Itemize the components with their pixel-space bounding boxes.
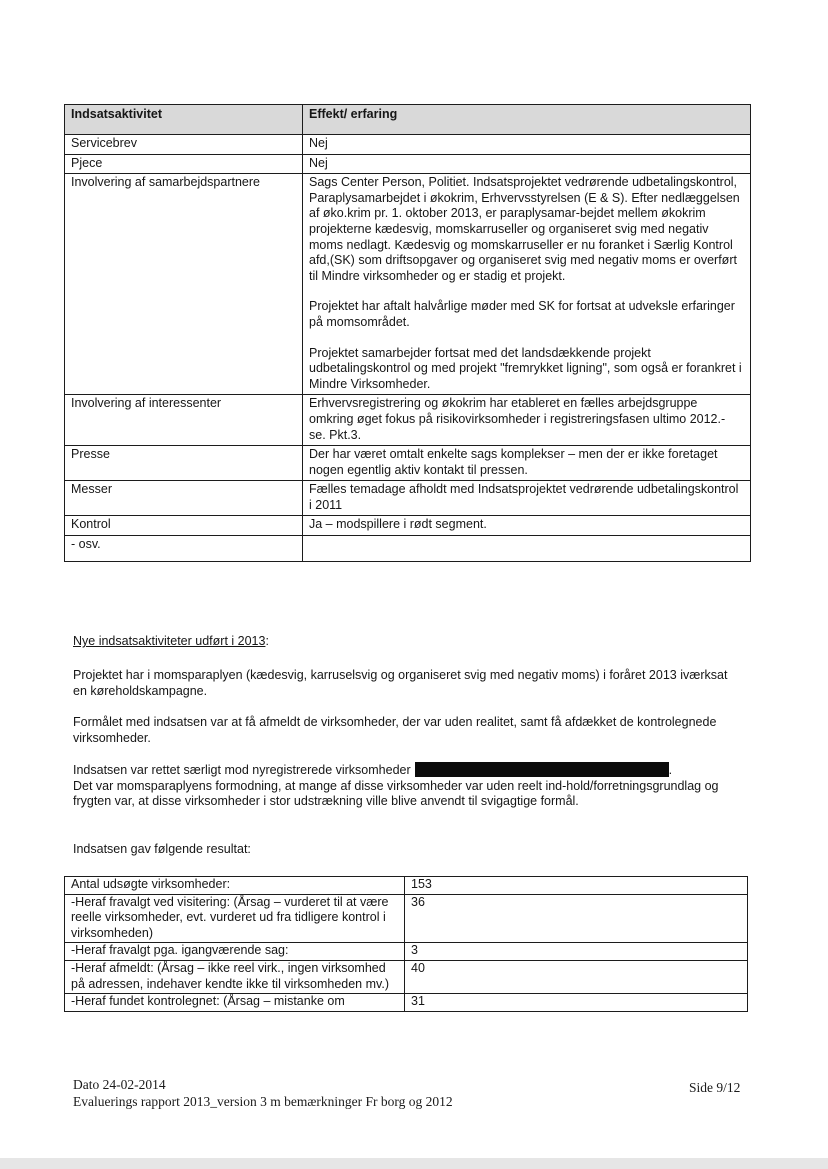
footer-date: Dato 24-02-2014 xyxy=(73,1077,166,1092)
target-lead-text: Indsatsen var rettet særligt mod nyregistrerede virksomheder xyxy=(73,763,411,777)
activity-cell: Involvering af samarbejdspartnere xyxy=(65,174,303,395)
header-effect: Effekt/ erfaring xyxy=(303,105,751,135)
effect-cell xyxy=(303,536,751,562)
section-heading-colon: : xyxy=(265,634,269,648)
effect-text: Projektet samarbejder fortsat med det landsdækkende projekt udbetalingskontrol og med projekt "fremrykket ligning", som også er forankret i Mindre Virksomheder. xyxy=(309,345,742,391)
effect-cell xyxy=(303,174,751,395)
page-bottom-edge xyxy=(0,1158,828,1169)
activity-cell: - osv. xyxy=(65,536,303,562)
activity-cell: Presse xyxy=(65,446,303,481)
activity-cell: Kontrol xyxy=(65,516,303,536)
table-row xyxy=(65,446,751,481)
activity-cell: Messer xyxy=(65,481,303,516)
table-row xyxy=(65,943,748,961)
result-label: -Heraf fravalgt ved visitering: (Årsag – vurderet til at være reelle virksomheder, evt. vurderet ud fra tidligere kontrol i virksomheden) xyxy=(65,894,405,943)
activity-table xyxy=(64,104,751,562)
effect-cell xyxy=(303,481,751,516)
activity-cell: Servicebrev xyxy=(65,135,303,155)
paragraph-campaign: Projektet har i momsparaplyen (kædesvig, karruselsvig og organiseret svig med negativ moms) i foråret 2013 iværksat en køreholdskampagne. xyxy=(73,668,728,698)
result-value: 3 xyxy=(405,943,748,961)
activity-cell: Pjece xyxy=(65,154,303,174)
result-value: 40 xyxy=(405,960,748,993)
table-row xyxy=(65,994,748,1012)
result-label: Antal udsøgte virksomheder: xyxy=(65,877,405,895)
result-label: -Heraf afmeldt: (Årsag – ikke reel virk., ingen virksomhed på adressen, indehaver kendte ikke til virksomheden mv.) xyxy=(65,960,405,993)
target-period: . xyxy=(668,763,673,777)
table-row xyxy=(65,516,751,536)
table-row xyxy=(65,877,748,895)
result-label: -Heraf fundet kontrolegnet: (Årsag – mistanke om xyxy=(65,994,405,1012)
result-label: -Heraf fravalgt pga. igangværende sag: xyxy=(65,943,405,961)
results-table xyxy=(64,876,748,1012)
effect-text: Sags Center Person, Politiet. Indsatsprojektet vedrørende udbetalingskontrol, Paraplysamarbejdet i økokrim, Erhvervsstyrelsen (E & S). Efter nedlæggelsen af øko.krim pr. 1. oktober 2013, er paraplysamar-bejdet mellem økokrim projekterne kædesvig, momskarruseller og organiseret svig med negativ moms nedlagt. Kædesvig og momskarruseller er nu foranket i Særlig Kontrol afd,(SK) som driftsopgaver og organiseret svig med negativ moms er overført til Mindre virksomheder og er stadig et projekt. xyxy=(309,175,740,283)
section-heading xyxy=(73,634,733,650)
effect-text: Fælles temadage afholdt med Indsatsprojektet vedrørende udbetalingskontrol i 2011 xyxy=(309,482,739,512)
footer-doc-title: Evaluerings rapport 2013_version 3 m bemærkninger Fr borg og 2012 xyxy=(73,1094,453,1109)
effect-text: Projektet har aftalt halvårlige møder med SK for fortsat at udveksle erfaringer på momsområdet. xyxy=(309,299,735,329)
redaction-bar xyxy=(415,762,669,777)
effect-text: Ja – modspillere i rødt segment. xyxy=(309,517,487,532)
effect-text: Nej xyxy=(309,136,328,150)
table-row xyxy=(65,481,751,516)
target-rest-text: Det var momsparaplyens formodning, at mange af disse virksomheder var uden reelt ind-hold/forretningsgrundlag og frygten var, at disse virksomheder i stor udstrækning ville blive anvendt til svigagtige formål. xyxy=(73,778,719,809)
table-row xyxy=(65,395,751,446)
table-row xyxy=(65,154,751,174)
effect-cell xyxy=(303,395,751,446)
result-value: 31 xyxy=(405,994,748,1012)
table-row xyxy=(65,960,748,993)
effect-cell xyxy=(303,446,751,481)
table-row xyxy=(65,135,751,155)
header-activity: Indsatsaktivitet xyxy=(65,105,303,135)
paragraph-result-intro: Indsatsen gav følgende resultat: xyxy=(73,842,251,856)
effect-cell xyxy=(303,154,751,174)
section-heading-text: Nye indsatsaktiviteter udført i 2013 xyxy=(73,634,266,648)
effect-text: Der har været omtalt enkelte sags komplekser – men der er ikke foretaget nogen egentlig aktiv kontakt til pressen. xyxy=(309,447,718,477)
effect-cell xyxy=(303,135,751,155)
effect-text: Nej xyxy=(309,155,328,170)
result-value: 36 xyxy=(405,894,748,943)
result-value: 153 xyxy=(405,877,748,895)
paragraph-target xyxy=(73,762,733,810)
activity-table-header xyxy=(65,105,751,135)
effect-cell xyxy=(303,516,751,536)
footer-page-number: Side 9/12 xyxy=(689,1080,741,1095)
effect-text: Erhvervsregistrering og økokrim har etableret en fælles arbejdsgruppe omkring øget fokus på risikovirksomheder i registreringsfasen ultimo 2012.- se. Pkt.3. xyxy=(309,396,726,442)
paragraph-purpose: Formålet med indsatsen var at få afmeldt de virksomheder, der var uden realitet, samt få afdækket de kontrolegnede virksomheder. xyxy=(73,715,717,745)
activity-cell: Involvering af interessenter xyxy=(65,395,303,446)
table-row xyxy=(65,894,748,943)
table-row xyxy=(65,174,751,395)
table-row xyxy=(65,536,751,562)
